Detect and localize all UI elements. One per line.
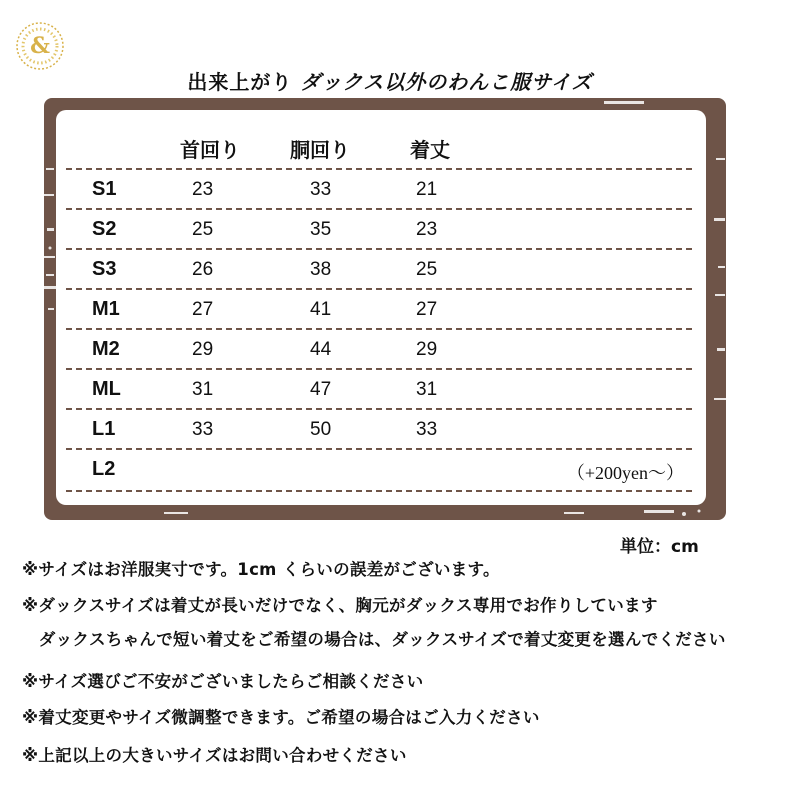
column-header-length: 着丈	[410, 138, 450, 162]
row-label: M2	[92, 338, 120, 360]
table-row	[66, 248, 692, 290]
row-label: S3	[92, 258, 117, 280]
row-label: S1	[92, 178, 117, 200]
row-label: L2	[92, 458, 116, 480]
cell-chest: 41	[310, 299, 332, 320]
svg-text:&: &	[30, 33, 50, 59]
cell-chest: 33	[310, 179, 332, 200]
table-row	[66, 208, 692, 250]
title-sub: ダックス以外のわんこ服サイズ	[300, 70, 593, 94]
cell-neck: 33	[192, 419, 214, 440]
note-item: ※着丈変更やサイズ微調整できます。ご希望の場合はご入力ください	[22, 708, 540, 727]
cell-length: 23	[416, 219, 438, 240]
note-item: ※ダックスサイズは着丈が長いだけでなく、胸元がダックス専用でお作りしています	[22, 596, 658, 615]
cell-length: 25	[416, 259, 438, 280]
extra-charge-note: （+200yen～）	[566, 463, 684, 483]
note-item: ※サイズはお洋服実寸です。1cm くらいの誤差がございます。	[22, 560, 500, 579]
table-row	[66, 288, 692, 330]
unit-label: 単位：cm	[620, 537, 699, 557]
table-row	[66, 408, 692, 450]
cell-chest: 35	[310, 219, 332, 240]
table-row	[66, 368, 692, 410]
page-title	[0, 66, 780, 95]
column-header-chest: 胴回り	[290, 138, 350, 162]
row-label: L1	[92, 418, 116, 440]
note-item: ※上記以上の大きいサイズはお問い合わせください	[22, 746, 407, 765]
cell-length: 27	[416, 299, 438, 320]
table-row	[66, 328, 692, 370]
row-label: M1	[92, 298, 120, 320]
cell-chest: 44	[310, 339, 332, 360]
cell-neck: 29	[192, 339, 214, 360]
note-item: ※サイズ選びご不安がございましたらご相談ください	[22, 672, 424, 691]
cell-neck: 27	[192, 299, 214, 320]
row-label: S2	[92, 218, 117, 240]
cell-length: 31	[416, 379, 438, 400]
cell-length: 21	[416, 179, 438, 200]
cell-chest: 47	[310, 379, 332, 400]
cell-length: 29	[416, 339, 438, 360]
cell-neck: 25	[192, 219, 214, 240]
cell-neck: 23	[192, 179, 214, 200]
row-label: ML	[92, 378, 121, 400]
table-row	[66, 448, 692, 492]
cell-chest: 50	[310, 419, 332, 440]
column-header-neck: 首回り	[180, 138, 240, 162]
cell-length: 33	[416, 419, 438, 440]
title-main: 出来上がり	[187, 70, 293, 94]
cell-neck: 31	[192, 379, 214, 400]
table-row	[66, 168, 692, 210]
ampersand-seal-logo-icon	[14, 20, 66, 72]
cell-chest: 38	[310, 259, 332, 280]
cell-neck: 26	[192, 259, 214, 280]
note-item: ダックスちゃんで短い着丈をご希望の場合は、ダックスサイズで着丈変更を選んでください	[22, 630, 726, 649]
